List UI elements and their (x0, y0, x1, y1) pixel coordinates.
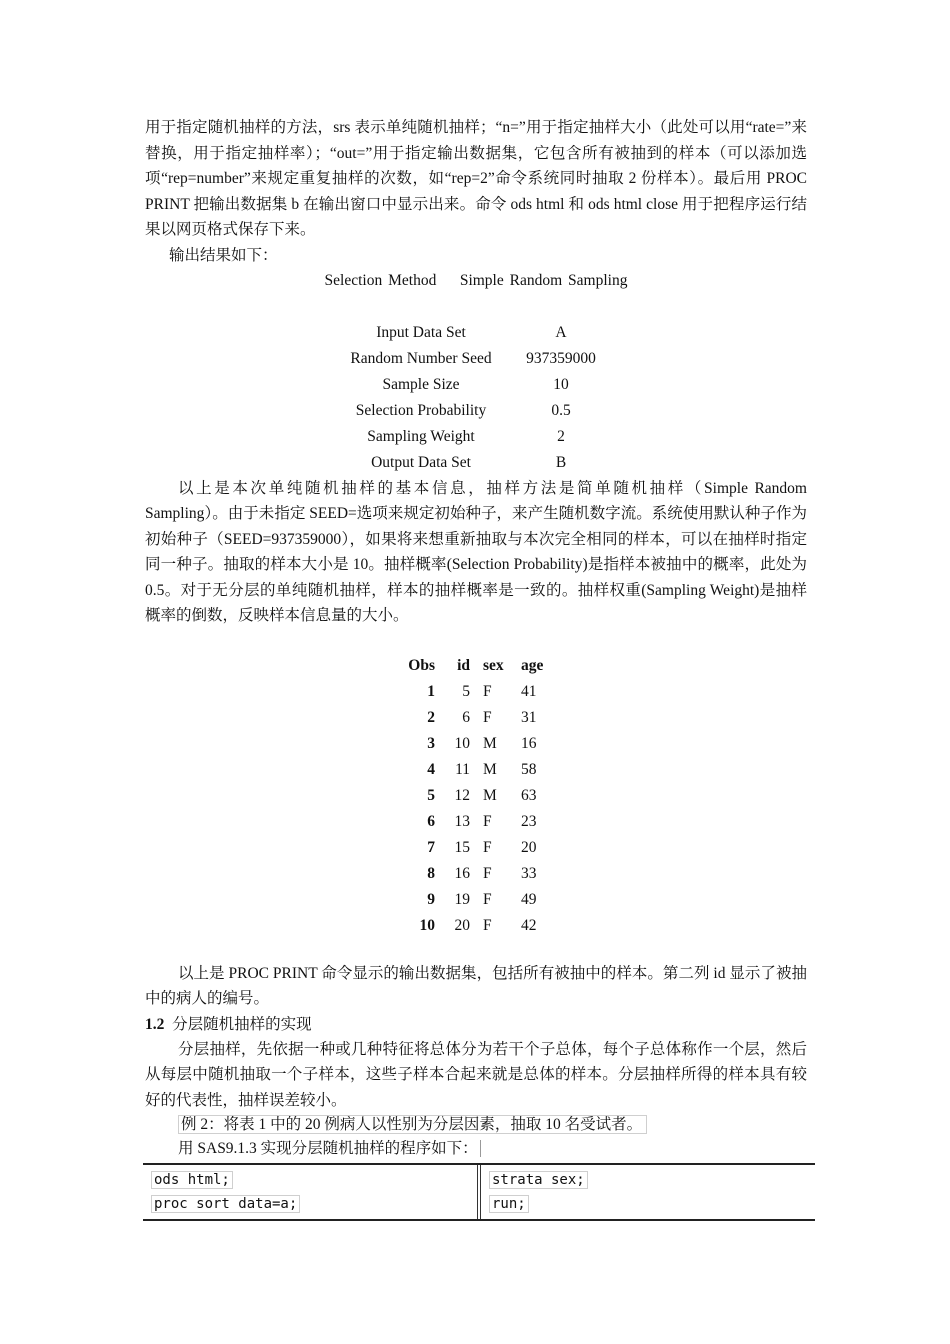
table-row (407, 887, 561, 913)
cell-sex: F (483, 916, 492, 934)
info-value: 2 (557, 427, 565, 445)
cell-id: 11 (455, 760, 470, 778)
cell-sex: F (483, 838, 492, 856)
code-text: strata sex; (489, 1171, 588, 1189)
cell-obs: 8 (427, 864, 435, 882)
cell-obs: 7 (427, 838, 435, 856)
paragraph-info-explanation: 以上是本次单纯随机抽样的基本信息，抽样方法是简单随机抽样（Simple Random Sampling）。由于未指定 SEED=选项来规定初始种子，来产生随机数字流。系统使用默认种子作为初始种子（SEED=937359000），如果将来想重新抽取与本次完全相同的样本，可以在抽样时指定同一种子。抽取的样本大小是 10。抽样概率(Selection Probability)是指样本被抽中的概率，此处为 0.5。对于无分层的单纯随机抽样，样本的抽样概率是一致的。抽样权重(Sampling Weight)是抽样概率的倒数，反映样本信息量的大小。 (145, 479, 807, 624)
info-row (336, 424, 616, 450)
info-row (336, 450, 616, 476)
info-row (336, 320, 616, 346)
info-key: Sampling Weight (367, 427, 475, 445)
info-row (336, 372, 616, 398)
column-header-id: id (457, 656, 470, 674)
example-line (145, 1113, 807, 1137)
code-intro-line (145, 1137, 807, 1161)
sampling-info-table (336, 320, 616, 476)
code-text: run; (489, 1195, 529, 1213)
info-key: Random Number Seed (350, 349, 492, 367)
cell-sex: F (483, 812, 492, 830)
document-page (145, 115, 807, 1221)
cell-age: 49 (521, 890, 537, 908)
info-key: Selection Probability (355, 401, 487, 419)
info-value: B (555, 453, 567, 471)
code-line (489, 1168, 815, 1192)
code-column-right (481, 1165, 815, 1219)
cell-age: 31 (521, 708, 537, 726)
code-intro-text: 用 SAS9.1.3 实现分层随机抽样的程序如下： (178, 1140, 481, 1157)
cell-age: 58 (521, 760, 537, 778)
selection-method-label: Selection Method (324, 271, 437, 289)
cell-sex: M (483, 760, 497, 778)
cell-id: 20 (454, 916, 470, 934)
table-row (407, 731, 561, 757)
selection-method-line (145, 268, 807, 294)
cell-id: 12 (454, 786, 470, 804)
column-header-obs: Obs (408, 656, 435, 674)
paragraph-print-explanation: 以上是 PROC PRINT 命令显示的输出数据集，包括所有被抽中的样本。第二列 id 显示了被抽中的病人的编号。 (145, 964, 807, 1007)
info-row (336, 346, 616, 372)
output-heading: 输出结果如下： (169, 246, 278, 264)
cell-id: 5 (462, 682, 470, 700)
cell-id: 16 (454, 864, 470, 882)
section-heading (145, 1012, 807, 1037)
code-block (143, 1163, 815, 1221)
table-row (407, 861, 561, 887)
cell-id: 10 (454, 734, 470, 752)
code-line (489, 1192, 815, 1216)
info-value: A (555, 323, 567, 341)
cell-sex: F (483, 708, 492, 726)
info-key: Sample Size (382, 375, 460, 393)
cell-obs: 2 (427, 708, 435, 726)
column-header-age: age (521, 656, 544, 674)
sample-output-table (407, 653, 561, 939)
table-row (407, 705, 561, 731)
info-value: 0.5 (551, 401, 571, 419)
info-value: 10 (553, 375, 569, 393)
paragraph-stratified: 分层抽样，先依据一种或几种特征将总体分为若干个子总体，每个子总体称作一个层，然后从每层中随机抽取一个子样本，这些子样本合起来就是总体的样本。分层抽样所得的样本具有较好的代表性，抽样误差较小。 (145, 1040, 807, 1109)
cell-obs: 3 (427, 734, 435, 752)
section-title: 分层随机抽样的实现 (172, 1015, 312, 1033)
cell-age: 23 (521, 812, 537, 830)
cell-obs: 5 (427, 786, 435, 804)
cell-obs: 4 (427, 760, 435, 778)
cell-obs: 10 (419, 916, 435, 934)
cell-age: 63 (521, 786, 537, 804)
info-key: Input Data Set (376, 323, 466, 341)
cell-sex: F (483, 890, 492, 908)
info-value: 937359000 (526, 349, 596, 367)
cell-sex: M (483, 786, 497, 804)
cell-sex: M (483, 734, 497, 752)
table-row (407, 835, 561, 861)
cell-age: 33 (521, 864, 537, 882)
cell-age: 20 (521, 838, 537, 856)
table-row (407, 679, 561, 705)
code-line (151, 1192, 477, 1216)
code-column-left (143, 1165, 481, 1219)
table-row (407, 783, 561, 809)
code-text: ods html; (151, 1171, 233, 1189)
cell-age: 41 (521, 682, 537, 700)
table-row (407, 809, 561, 835)
cell-obs: 9 (427, 890, 435, 908)
table-row (407, 913, 561, 939)
info-row (336, 398, 616, 424)
cell-age: 42 (521, 916, 537, 934)
example-text: 例 2：将表 1 中的 20 例病人以性别为分层因素，抽取 10 名受试者。 (178, 1115, 647, 1134)
table-header-row (407, 653, 561, 679)
table-row (407, 757, 561, 783)
cell-sex: F (483, 682, 492, 700)
code-line (151, 1168, 477, 1192)
cell-id: 6 (462, 708, 470, 726)
cell-obs: 6 (427, 812, 435, 830)
cell-id: 13 (454, 812, 470, 830)
paragraph-srs-options: 用于指定随机抽样的方法，srs 表示单纯随机抽样；“n=”用于指定抽样大小（此处可以用“rate=”来替换，用于指定抽样率）；“out=”用于指定输出数据集，它包含所有被抽到的样本（可以添加选项“rep=number”来规定重复抽样的次数，如“rep=2”命令系统同时抽取 2 份样本）。最后用 PROC PRINT 把输出数据集 b 在输出窗口中显示出来。命令 ods html 和 ods html close 用于把程序运行结果以网页格式保存下来。 (145, 119, 807, 238)
info-key: Output Data Set (371, 453, 471, 471)
section-number: 1.2 (145, 1015, 165, 1033)
cell-id: 15 (454, 838, 470, 856)
cell-age: 16 (521, 734, 537, 752)
selection-method-value: Simple Random Sampling (459, 271, 628, 289)
cell-sex: F (483, 864, 492, 882)
column-header-sex: sex (483, 656, 504, 674)
cell-id: 19 (454, 890, 470, 908)
code-text: proc sort data=a; (151, 1195, 300, 1213)
obs-table-wrapper (145, 653, 807, 939)
cell-obs: 1 (427, 682, 435, 700)
